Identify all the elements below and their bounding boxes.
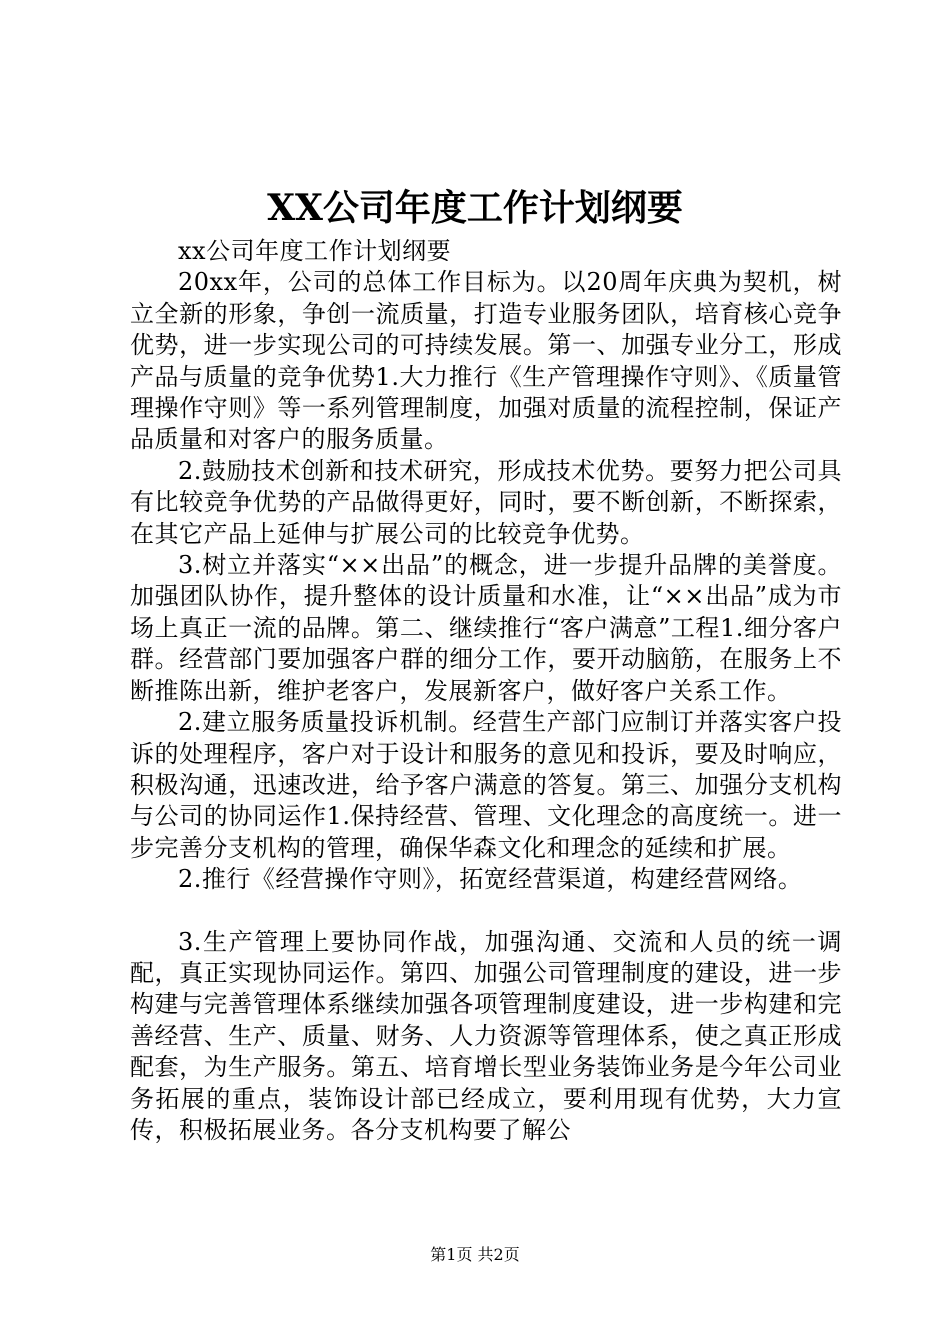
document-body (130, 236, 842, 1146)
page-footer: 第1页 共2页 (430, 1245, 520, 1264)
paragraph-subtitle: xx公司年度工作计划纲要 (178, 237, 452, 265)
paragraph-tech-innovation: 2.鼓励技术创新和技术研究，形成技术优势。要努力把公司具有比较竞争优势的产品做得更好，同时，要不断创新，不断探索，在其它产品上延伸与扩展公司的比较竞争优势。 (130, 456, 842, 548)
paragraph-goal: 20xx年，公司的总体工作目标为。以20周年庆典为契机，树立全新的形象，争创一流质量，打造专业服务团队，培育核心竞争优势，进一步实现公司的可持续发展。第一、加强专业分工，形成产品与质量的竞争优势1.大力推行《生产管理操作守则》、《质量管理操作守则》等一系列管理制度，加强对质量的流程控制，保证产品质量和对客户的服务质量。 (130, 268, 842, 454)
paragraph-operations-rules: 2.推行《经营操作守则》，拓宽经营渠道，构建经营网络。 (178, 865, 803, 894)
paragraph-production-management: 3.生产管理上要协同作战，加强沟通、交流和人员的统一调配，真正实现协同运作。第四、加强公司管理制度的建设，进一步构建与完善管理体系继续加强各项管理制度建设，进一步构建和完善经营、生产、质量、财务、人力资源等管理体系，使之真正形成配套，为生产服务。第五、培育增长型业务装饰业务是今年公司业务拓展的重点，装饰设计部已经成立，要利用现有优势，大力宣传，积极拓展业务。各分支机构要了解公 (130, 927, 842, 1144)
document-title: XX公司年度工作计划纲要 (267, 187, 683, 229)
paragraph-brand: 3.树立并落实“××出品”的概念，进一步提升品牌的美誉度。加强团队协作，提升整体的设计质量和水准，让“××出品”成为市场上真正一流的品牌。第二、继续推行“客户满意”工程1.细分客户群。经营部门要加强客户群的细分工作，要开动脑筋，在服务上不断推陈出新，维护老客户，发展新客户，做好客户关系工作。 (130, 551, 842, 705)
paragraph-complaint: 2.建立服务质量投诉机制。经营生产部门应制订并落实客户投诉的处理程序，客户对于设计和服务的意见和投诉，要及时响应，积极沟通，迅速改进，给予客户满意的答复。第三、加强分支机构与公司的协同运作1.保持经营、管理、文化理念的高度统一。进一步完善分支机构的管理，确保华森文化和理念的延续和扩展。 (130, 708, 842, 862)
blank-line (130, 896, 842, 927)
